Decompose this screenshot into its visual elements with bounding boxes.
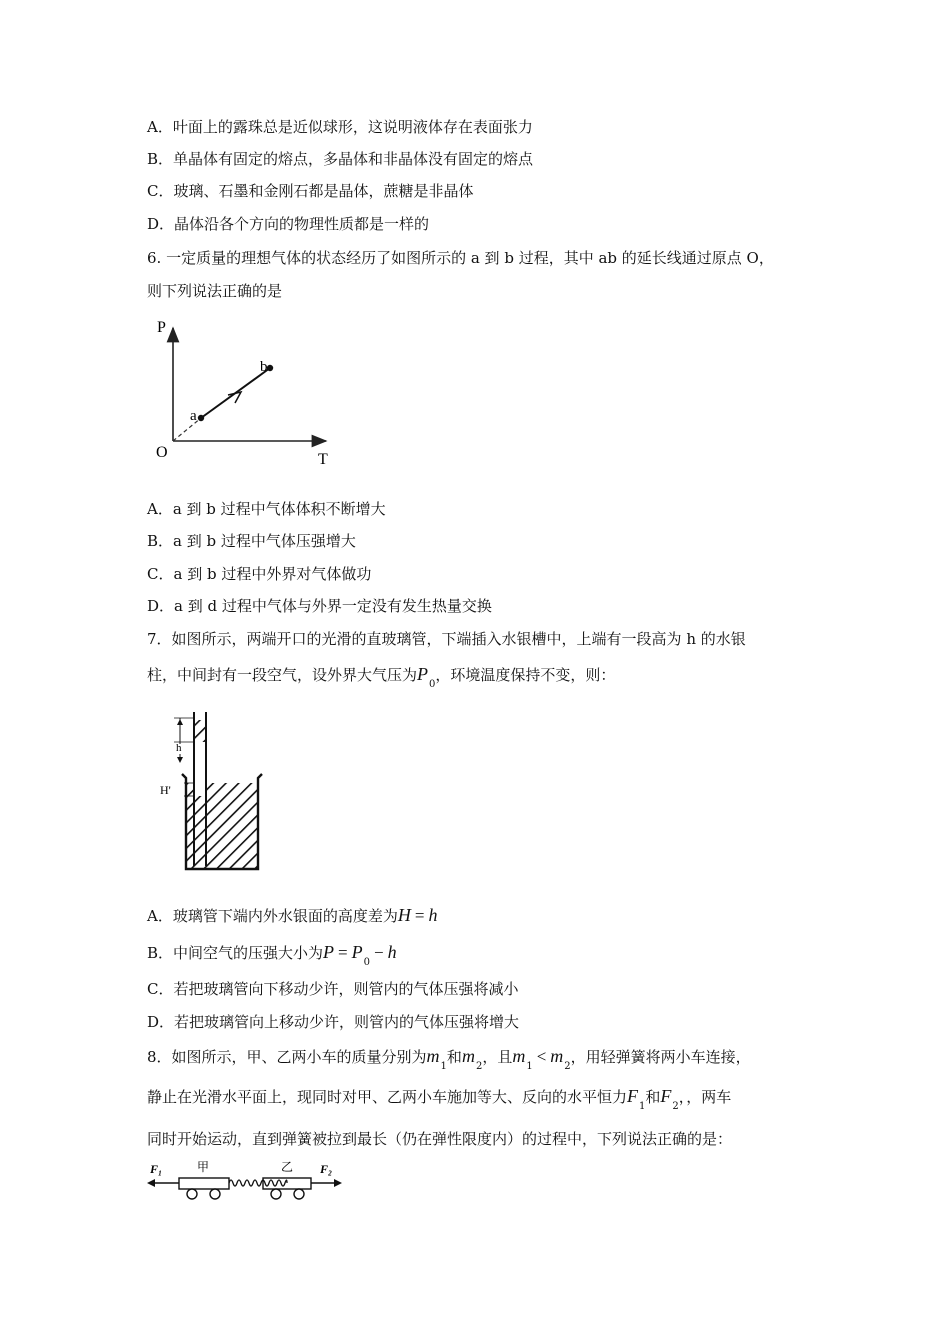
q8-stem-line1: 8．如图所示，甲、乙两小车的质量分别为$m_1$和$m_2$，且$m_1< m_2$，用轻弹簧将两小车连接， bbox=[147, 1046, 751, 1072]
t-axis-label: T bbox=[318, 451, 328, 466]
cart-yi-label: 乙 bbox=[281, 1160, 294, 1174]
q8-carts-diagram bbox=[145, 1158, 350, 1208]
point-a bbox=[198, 415, 204, 421]
p-axis-label: P bbox=[157, 319, 166, 336]
q7-option-b: B．中间空气的压强大小为$P = P_0- h$ bbox=[147, 942, 397, 968]
mercury-column-h bbox=[195, 720, 205, 742]
force-label-right: F₂ bbox=[320, 1162, 333, 1176]
wheel bbox=[271, 1189, 281, 1199]
q6-stem-line2: 则下列说法正确的是 bbox=[147, 282, 283, 300]
q7-option-d: D．若把玻璃管向上移动少许，则管内的气体压强将增大 bbox=[147, 1013, 520, 1031]
q6-option-a: A．a 到 b 过程中气体体积不断增大 bbox=[147, 500, 386, 518]
q6-option-b: B．a 到 b 过程中气体压强增大 bbox=[147, 532, 356, 550]
origin-label: O bbox=[156, 444, 168, 461]
point-b bbox=[267, 365, 273, 371]
q7-stem-line1: 7．如图所示，两端开口的光滑的直玻璃管，下端插入水银槽中，上端有一段高为 h 的水银 bbox=[147, 630, 746, 648]
p0-symbol: P bbox=[417, 664, 429, 684]
q7-option-a: A．玻璃管下端内外水银面的高度差为H = h bbox=[147, 905, 438, 925]
q8-stem-line3: 同时开始运动，直到弹簧被拉到最长（仍在弹性限度内）的过程中，下列说法正确的是： bbox=[147, 1130, 733, 1148]
q7-stem-line2: 柱，中间封有一段空气，设外界大气压为$P_0$，环境温度保持不变，则： bbox=[147, 664, 616, 690]
mercury-in-tube-bottom bbox=[195, 796, 205, 864]
wheel bbox=[187, 1189, 197, 1199]
h-label: h bbox=[176, 742, 182, 754]
q6-pt-diagram bbox=[150, 316, 340, 466]
q6-option-c: C．a 到 b 过程中外界对气体做功 bbox=[147, 565, 372, 583]
wheel bbox=[294, 1189, 304, 1199]
point-a-label: a bbox=[190, 408, 197, 424]
q5-option-b: B．单晶体有固定的熔点，多晶体和非晶体没有固定的熔点 bbox=[147, 150, 534, 168]
extension-dashed-line bbox=[173, 418, 201, 441]
q7-tube-diagram bbox=[158, 710, 273, 875]
cart-jia bbox=[179, 1178, 229, 1189]
q5-option-a: A．叶面上的露珠总是近似球形，这说明液体存在表面张力 bbox=[147, 118, 533, 136]
force-label-left: F₁ bbox=[150, 1162, 163, 1176]
q6-option-d: D．a 到 d 过程中气体与外界一定没有发生热量交换 bbox=[147, 597, 492, 615]
q5-option-c: C．玻璃、石墨和金刚石都是晶体，蔗糖是非晶体 bbox=[147, 182, 474, 200]
wheel bbox=[210, 1189, 220, 1199]
point-b-label: b bbox=[260, 359, 268, 375]
q7-option-c: C．若把玻璃管向下移动少许，则管内的气体压强将减小 bbox=[147, 980, 519, 998]
cart-jia-label: 甲 bbox=[197, 1160, 210, 1174]
q5-option-d: D．晶体沿各个方向的物理性质都是一样的 bbox=[147, 215, 430, 233]
q8-stem-line2: 静止在光滑水平面上，现同时对甲、乙两小车施加等大、反向的水平恒力$F_1$和$F_2$，，两车 bbox=[147, 1086, 732, 1112]
q6-stem-line1: 6. 一定质量的理想气体的状态经历了如图所示的 a 到 b 过程，其中 ab 的延长线通过原点 O， bbox=[147, 249, 774, 267]
H-label: H' bbox=[160, 783, 171, 797]
